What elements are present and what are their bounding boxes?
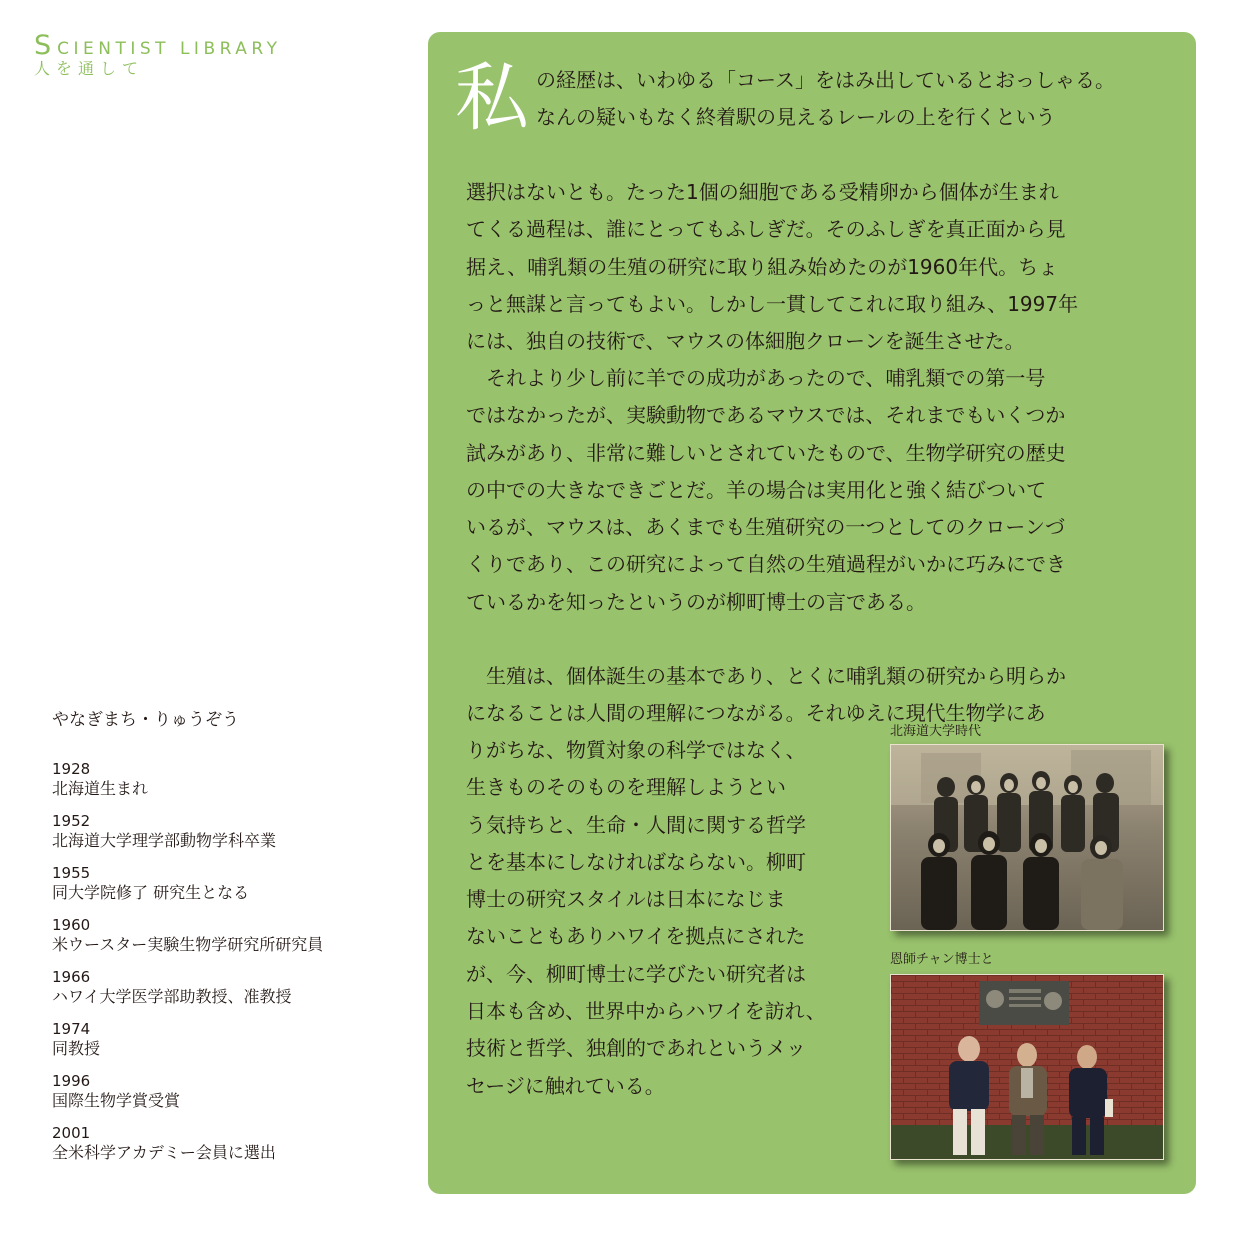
- timeline-event: ハワイ大学医学部助教授、准教授: [52, 987, 292, 1006]
- article-paragraph-2: [466, 360, 1066, 621]
- timeline-item: [52, 1020, 412, 1060]
- text-line: いるが、マウスは、あくまでも生殖研究の一つとしてのクローンづ: [466, 515, 1065, 540]
- text-line: になることは人間の理解につながる。それゆえに現代生物学にあ: [466, 701, 1046, 726]
- text-line: っと無謀と言ってもよい。しかし一貫してこれに取り組み、1997年: [466, 291, 1079, 316]
- photo-caption-hokkaido: 北海道大学時代: [890, 724, 982, 739]
- timeline-event: 北海道大学理学部動物学科卒業: [52, 831, 277, 850]
- timeline-year: 1996: [52, 1072, 91, 1090]
- text-line: には、独自の技術で、マウスの体細胞クローンを誕生させた。: [466, 329, 1025, 354]
- text-line: 日本も含め、世界中からハワイを訪れ、: [466, 999, 826, 1024]
- timeline-event: 同教授: [52, 1039, 101, 1058]
- header-title-initial: S: [34, 30, 58, 61]
- header-title-rest: CIENTIST LIBRARY: [57, 39, 282, 59]
- photo-hokkaido-image: [891, 745, 1163, 930]
- timeline-item: [52, 1124, 412, 1164]
- timeline-item: [52, 864, 412, 904]
- article-panel: [428, 32, 1196, 1194]
- text-line: 生殖は、個体誕生の基本であり、とくに哺乳類の研究から明らか: [466, 664, 1066, 688]
- timeline-year: 1974: [52, 1020, 91, 1038]
- timeline-year: 1960: [52, 916, 91, 934]
- text-line: 試みがあり、非常に難しいとされていたもので、生物学研究の歴史: [466, 440, 1066, 465]
- timeline-item: [52, 916, 412, 956]
- text-line: 選択はないとも。たった1個の細胞である受精卵から個体が生まれ: [466, 180, 1059, 204]
- text-line: の中での大きなできごとだ。羊の場合は実用化と強く結びついて: [466, 477, 1046, 502]
- header-subtitle: 人を通して: [34, 59, 145, 78]
- timeline-event: 国際生物学賞受賞: [52, 1091, 181, 1110]
- timeline-event: 米ウースター実験生物学研究所研究員: [52, 935, 324, 954]
- photo-with-dr-chang: [890, 974, 1164, 1160]
- text-line: セージに触れている。: [466, 1073, 665, 1098]
- text-line: てくる過程は、誰にとってもふしぎだ。そのふしぎを真正面から見: [466, 217, 1066, 242]
- timeline-item: [52, 1072, 412, 1112]
- article-paragraph-1-cont: [466, 174, 1078, 360]
- drop-cap: 私: [455, 55, 529, 141]
- text-line: 据え、哺乳類の生殖の研究に取り組み始めたのが1960年代。ちょ: [466, 254, 1059, 279]
- timeline-item: [52, 760, 412, 800]
- photo-hokkaido-group: [890, 744, 1164, 931]
- text-line: くりであり、この研究によって自然の生殖過程がいかに巧みにでき: [466, 552, 1066, 577]
- text-line: とを基本にしなければならない。柳町: [466, 849, 806, 874]
- text-line: ているかを知ったというのが柳町博士の言である。: [466, 589, 926, 614]
- profile-name: やなぎまち・りゅうぞう: [52, 710, 239, 730]
- text-line: ではなかったが、実験動物であるマウスでは、それまでもいくつか: [466, 403, 1066, 428]
- page-header: [34, 30, 282, 79]
- timeline: [52, 760, 412, 1164]
- timeline-event: 同大学院修了 研究生となる: [52, 883, 250, 902]
- article-paragraph-1: [536, 62, 1115, 137]
- timeline-year: 1928: [52, 760, 91, 778]
- text-line: が、今、柳町博士に学びたい研究者は: [466, 961, 806, 986]
- text-line: 技術と哲学、独創的であれというメッ: [466, 1036, 806, 1061]
- timeline-year: 1952: [52, 812, 91, 830]
- timeline-year: 2001: [52, 1124, 91, 1142]
- profile-section: [52, 708, 412, 1176]
- timeline-event: 北海道生まれ: [52, 779, 149, 798]
- text-line: の経歴は、いわゆる「コース」をはみ出しているとおっしゃる。: [536, 68, 1115, 92]
- text-line: 生きものそのものを理解しようとい: [466, 775, 786, 800]
- timeline-event: 全米科学アカデミー会員に選出: [52, 1143, 276, 1162]
- text-line: りがちな、物質対象の科学ではなく、: [466, 738, 806, 762]
- text-line: それより少し前に羊での成功があったので、哺乳類での第一号: [466, 366, 1046, 390]
- text-line: なんの疑いもなく終着駅の見えるレールの上を行くという: [536, 105, 1056, 130]
- text-line: ないこともありハワイを拠点にされた: [466, 924, 806, 949]
- timeline-item: [52, 968, 412, 1008]
- text-line: う気持ちと、生命・人間に関する哲学: [466, 812, 806, 837]
- timeline-item: [52, 812, 412, 852]
- timeline-year: 1966: [52, 968, 91, 986]
- photo-with-dr-chang-image: [891, 975, 1163, 1159]
- article-paragraph-3-cont: [466, 732, 826, 1105]
- photo-caption-chang: 恩師チャン博士と: [890, 952, 994, 967]
- timeline-year: 1955: [52, 864, 91, 882]
- text-line: 博士の研究スタイルは日本になじま: [466, 887, 786, 912]
- article-paragraph-3: [466, 658, 1066, 733]
- header-title: [34, 30, 282, 61]
